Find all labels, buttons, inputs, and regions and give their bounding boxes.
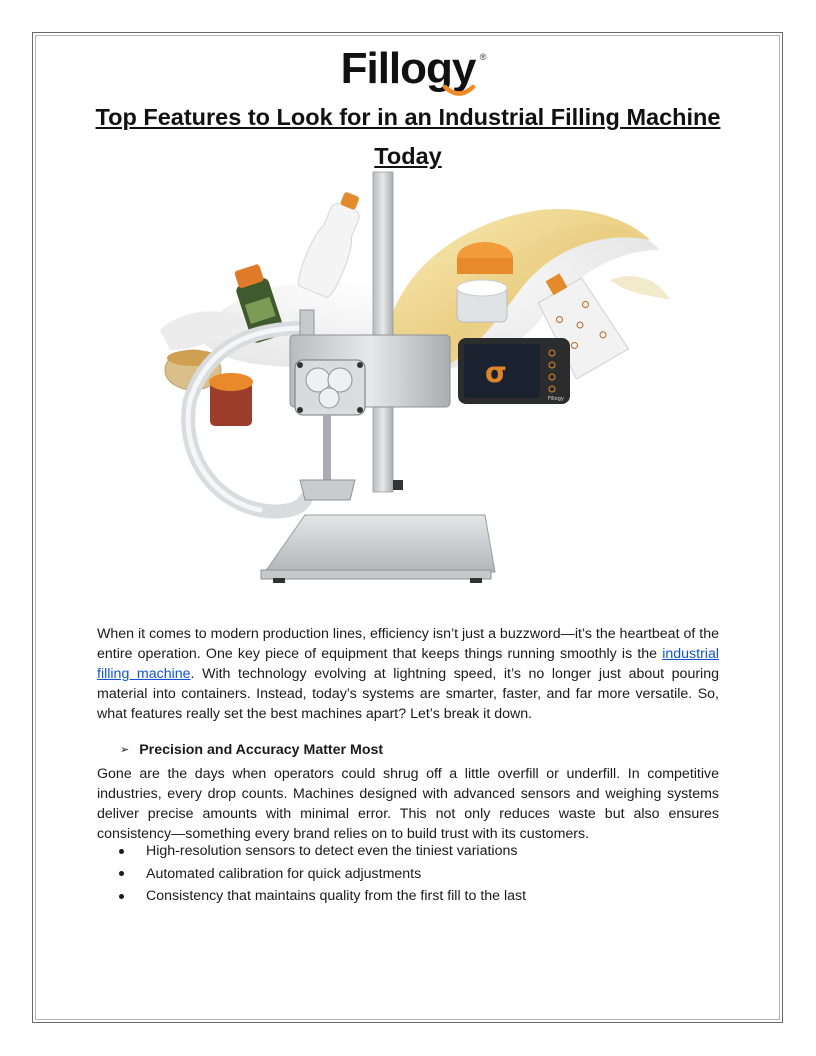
logo-smile-icon <box>442 84 476 98</box>
brand-logo <box>0 44 816 94</box>
intro-text-after: . With technology evolving at lightning speed, it’s no longer just about pouring material into containers. Instead, today’s systems are smarter, faster, and far more versatile. So, what features really set the best machines apart? Let’s break it down. <box>97 666 719 722</box>
logo-text: Fillogy <box>340 44 476 93</box>
list-item-text: High-resolution sensors to detect even the tiniest variations <box>146 843 518 860</box>
panel-brand: Fillogy <box>548 396 564 402</box>
section-heading-text: Precision and Accuracy Matter Most <box>139 742 384 758</box>
list-item <box>117 863 526 886</box>
section-paragraph: Gone are the days when operators could shrug off a little overfill or underfill. In competitive industries, every drop counts. Machines designed with advanced sensors and weighing systems deliver precise amounts with minimal error. This not only reduces waste but also ensures consistency—something every brand relies on to build trust with its customers. <box>97 766 719 842</box>
feature-list <box>117 840 526 908</box>
list-item <box>117 885 526 908</box>
page-title: Top Features to Look for in an Industrial Filling Machine Today <box>95 104 721 169</box>
registered-mark: ® <box>479 52 486 62</box>
intro-text-before: When it comes to modern production lines, efficiency isn’t just a buzzword—it’s the heartbeat of the entire operation. One key piece of equipment that keeps things running smoothly is the <box>97 626 719 662</box>
list-item <box>117 840 526 863</box>
section-heading <box>120 740 383 760</box>
screen-logo: σ <box>485 356 507 389</box>
list-item-text: Consistency that maintains quality from the first fill to the last <box>146 888 527 905</box>
industrial-filling-machine-link[interactable]: industrial filling machine <box>97 646 719 682</box>
bullet-icon <box>119 849 124 854</box>
intro-paragraph <box>97 624 719 724</box>
arrow-bullet-icon: ➢ <box>120 744 130 756</box>
filling-machine-image <box>140 170 680 600</box>
bullet-icon <box>119 871 124 876</box>
list-item-text: Automated calibration for quick adjustments <box>146 865 422 882</box>
bullet-icon <box>119 894 124 899</box>
